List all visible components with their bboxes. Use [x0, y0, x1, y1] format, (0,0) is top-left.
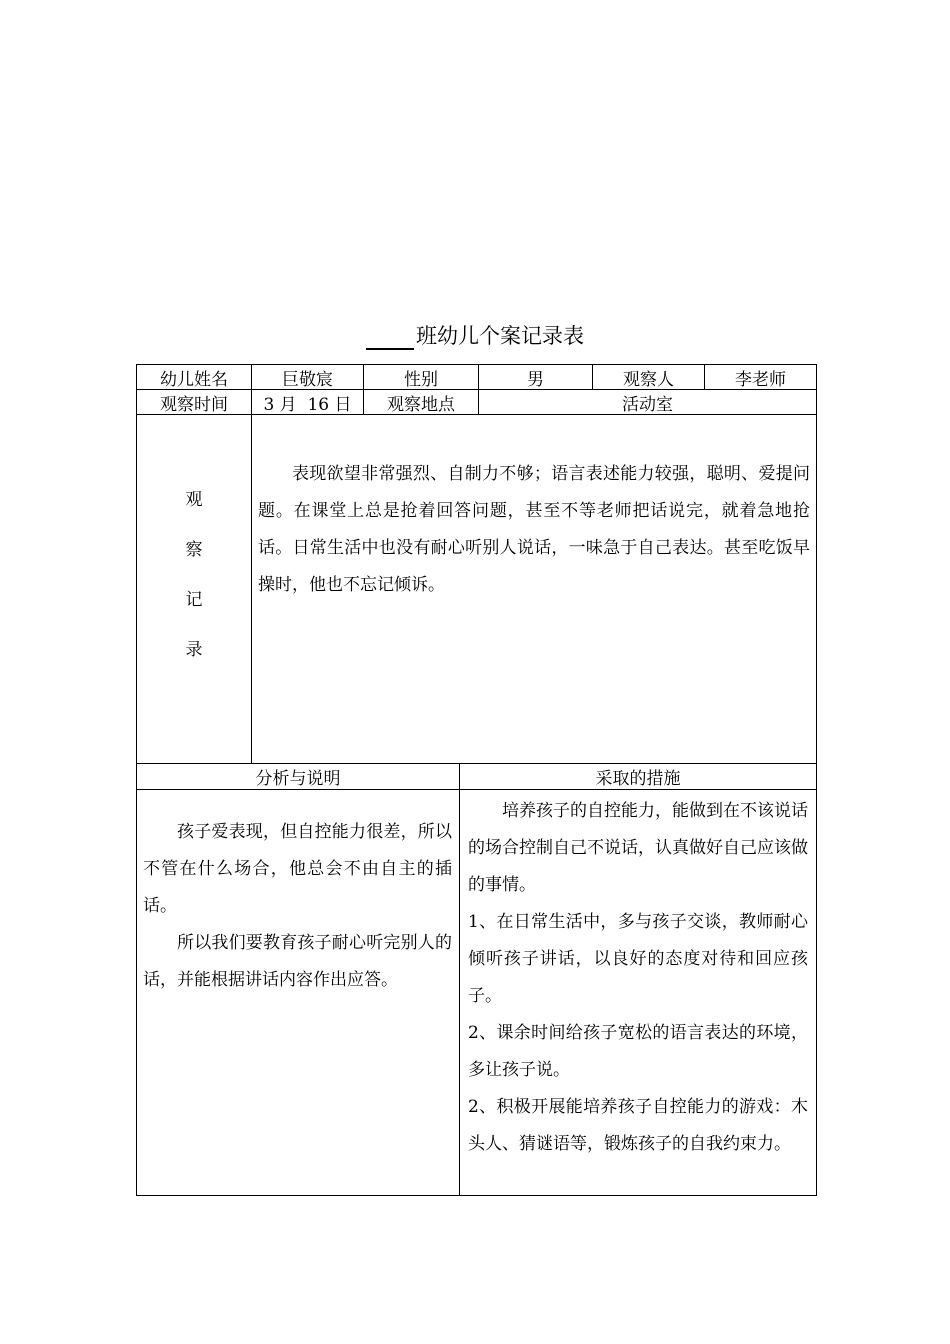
time-value: 3 月 16 日 — [263, 394, 352, 415]
name-label: 幼儿姓名 — [160, 369, 228, 390]
measures-heading: 采取的措施 — [595, 769, 681, 789]
place-label: 观察地点 — [387, 394, 455, 415]
form-title-text: 班幼儿个案记录表 — [416, 324, 584, 348]
analysis-paragraph: 所以我们要教育孩子耐心听完别人的话，并能根据讲话内容作出应答。 — [143, 933, 452, 990]
class-name-blank — [366, 322, 414, 350]
observation-text-block — [258, 456, 810, 604]
place-value: 活动室 — [622, 394, 673, 415]
observation-text: 表现欲望非常强烈、自制力不够；语言表述能力较强，聪明、爱提问题。在课堂上总是抢着回答问题，甚至不等老师把话说完，就着急地抢话。日常生活中也没有耐心听别人说话，一味急于自己表达。甚至吃饭早操时，他也不忘记倾诉。 — [258, 464, 810, 595]
gender-value: 男 — [527, 369, 544, 390]
observation-record-label — [137, 480, 251, 680]
time-label: 观察时间 — [160, 394, 228, 415]
form-title — [0, 322, 950, 350]
label-char: 观 — [185, 490, 203, 510]
measures-item: 2、课余时间给孩子宽松的语言表达的环境，多让孩子说。 — [468, 1023, 808, 1080]
observer-value: 李老师 — [735, 369, 786, 390]
analysis-paragraph: 孩子爱表现，但自控能力很差，所以不管在什么场合，他总会不由自主的插话。 — [143, 822, 452, 916]
analysis-content — [143, 814, 452, 999]
measures-content — [468, 793, 808, 1163]
name-value: 巨敬宸 — [282, 369, 333, 390]
gender-label: 性别 — [404, 369, 438, 390]
measures-item: 2、积极开展能培养孩子自控能力的游戏：木头人、猜谜语等，锻炼孩子的自我约束力。 — [468, 1097, 808, 1154]
analysis-heading: 分析与说明 — [255, 769, 341, 789]
measures-intro: 培养孩子的自控能力，能做到在不该说话的场合控制自己不说话，认真做好自己应该做的事情。 — [468, 801, 808, 895]
label-char: 录 — [185, 640, 203, 660]
observer-label: 观察人 — [623, 369, 674, 390]
label-char: 察 — [185, 540, 203, 560]
measures-item: 1、在日常生活中，多与孩子交谈，教师耐心倾听孩子讲话，以良好的态度对待和回应孩子。 — [468, 912, 808, 1006]
label-char: 记 — [185, 590, 203, 610]
